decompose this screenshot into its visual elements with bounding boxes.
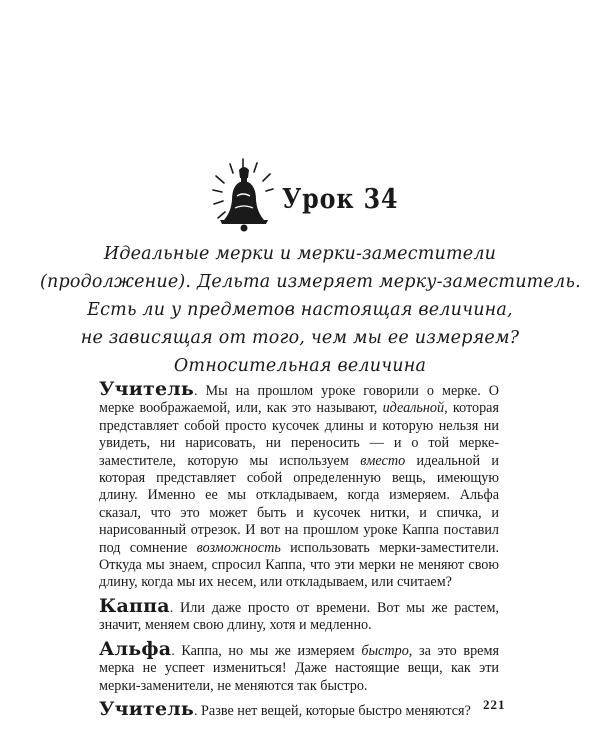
dialogue-text: , которая представляет собой просто кусочек длины и которую нельзя ни увидеть, ни нарисовать, ни переносить — и о той мерке-заместителе, которую мы используем — [99, 400, 499, 469]
speaker-name: Альфа — [99, 637, 172, 660]
speaker-name: Учитель — [99, 378, 194, 400]
speaker-separator: . — [169, 600, 174, 616]
dialogue-text: идеальной и которая представляет собой определенную вещь, имеющую длину. Именно ее мы откладываем, когда измеряем. Альфа сказал, что это может быть и кусочек нитки, и спичка, и нарисованный отрезок. И вот на прошлом уроке Каппа поставил под сомнение — [99, 452, 500, 556]
speaker-name: Каппа — [99, 594, 170, 617]
lesson-subtitle — [40, 240, 581, 380]
dialogue-text: , за это время мерка не успеет измениться! Даже настоящие вещи, как эти мерки-заменители, не меняются так быстро. — [99, 642, 499, 694]
page-number: 221 — [483, 697, 506, 712]
subtitle-line: Есть ли у предметов настоящая величина, — [87, 300, 513, 320]
emphasized-text: возможность — [196, 539, 281, 556]
dialogue-text: Или даже просто от времени. Вот мы же растем, значит, меняем свою длину, хотя и медленно. — [99, 599, 499, 634]
dialogue-paragraph — [99, 378, 500, 592]
emphasized-text: вместо — [360, 452, 406, 469]
dialogue-paragraph — [99, 697, 499, 720]
dialogue-body — [99, 378, 500, 726]
dialogue-text: Разве нет вещей, которые быстро меняются? — [197, 702, 471, 719]
lesson-title: Урок 34 — [282, 183, 399, 215]
speaker-separator: . — [193, 703, 198, 719]
dialogue-paragraph — [99, 594, 499, 635]
emphasized-text: идеальной — [382, 400, 445, 417]
bell-icon — [210, 156, 280, 234]
subtitle-line: Идеальные мерки и мерки-заместители — [103, 244, 497, 264]
emphasized-text: быстро — [361, 642, 409, 659]
lesson-heading — [210, 156, 414, 234]
speaker-separator: . — [171, 643, 175, 659]
speaker-name: Учитель — [99, 697, 194, 720]
subtitle-line: (продолжение). Дельта измеряет мерку-заместитель. — [40, 272, 581, 292]
speaker-separator: . — [193, 384, 198, 399]
dialogue-text: Каппа, но мы же измеряем — [174, 642, 362, 659]
dialogue-paragraph — [99, 637, 499, 695]
dialogue-text: использовать мерки-заместители. Откуда мы знаем, спросил Каппа, что эти мерки не меняют свою длину, когда мы их несем, или откладываем, или считаем? — [99, 539, 499, 591]
dialogue-text: Мы на прошлом уроке говорили о мерке. О мерке воображаемой, или, как это называют, — [99, 383, 499, 417]
subtitle-line: Относительная величина — [173, 356, 427, 376]
subtitle-line: не зависящая от того, чем мы ее измеряем? — [80, 328, 520, 348]
